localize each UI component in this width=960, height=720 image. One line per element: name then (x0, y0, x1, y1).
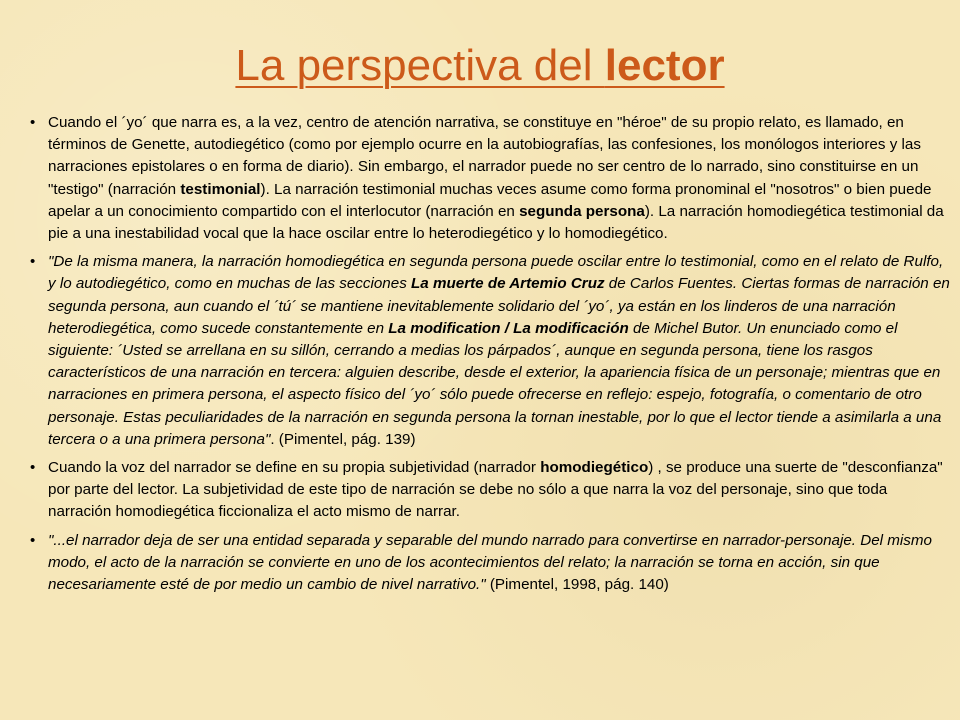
title-text: La perspectiva del (235, 41, 605, 90)
bullet-item-1 (30, 112, 952, 245)
bullet-2-citation: . (Pimentel, pág. 139) (270, 430, 416, 448)
bullet-item-2 (30, 251, 952, 451)
bullet-1-bold-b: segunda persona (519, 202, 645, 220)
bullet-list (30, 112, 952, 602)
bullet-1-text-a: Cuando el ´yo´ que narra es, a la vez, centro de atención narrativa, se constituye en "héroe" de su propio relato, es llamado, en términos de Genette, autodiegético (como por ejemplo ocurre en la autobiografías, las confesiones, los monólogos interiores y las narraciones epistolares o en forma de diario). Sin embargo, el narrador puede no ser centro de lo narrado, sino constituirse en un "testigo" (narración (48, 114, 921, 198)
bullet-1-text-c: ). La narración homodiegética testimonial da pie a una inestabilidad vocal que la hace oscilar entre lo heterodiegético y lo homodiegético. (48, 202, 944, 243)
bullet-2-book-title-a: La muerte de Artemio Cruz (411, 275, 605, 293)
bullet-2-book-title-b: La modification / La modificación (388, 319, 629, 337)
bullet-4-quote: "...el narrador deja de ser una entidad separada y separable del mundo narrado para convertirse en narrador-personaje. Del mismo modo, el acto de la narración se convierte en uno de los acontecimientos del relato; la narración se torna en acción, sin que necesariamente esté de por medio un cambio de nivel narrativo." (48, 531, 932, 594)
bullet-1-text-b: ). La narración testimonial muchas veces asume como forma pronominal el "nosotros" o bien puede apelar a un conocimiento compartido con el interlocutor (narración en (48, 180, 932, 220)
bullet-dot: • (30, 253, 36, 271)
bullet-3-text-a: Cuando la voz del narrador se define en su propia subjetividad (narrador (48, 459, 541, 477)
bullet-2-quote-c: de Michel Butor. Un enunciado como el siguiente: ´Usted se arrellana en su sillón, cerrando a medias los párpados´, aunque en segunda persona, tiene los rasgos característicos de una narración en tercera: alguien describe, desde el exterior, la apariencia física de un personaje; mientras que en narraciones en primera persona, el aspecto físico del ´yo´ sólo puede ofrecerse en reflejo: espejo, fotografía, o comentario de otro personaje. Estas peculiaridades de la narración en segunda persona la tornan inestable, por lo que el lector tiende a asimilarla a una tercera o a una primera persona" (48, 319, 942, 448)
bullet-item-4 (30, 530, 952, 597)
bullet-2-quote-b: de Carlos Fuentes. Ciertas formas de narración en segunda persona, aun cuando el ´tú´ se mantiene inevitablemente solidario del ´yo´, ya están en los linderos de una narración heterodiegética, como sucede constantemente en (48, 275, 950, 337)
bullet-2-quote-a: "De la misma manera, la narración homodiegética en segunda persona puede oscilar entre lo testimonial, como en el relato de Rulfo, y lo autodiegético, como en muchas de las secciones (48, 253, 944, 293)
bullet-1-bold-a: testimonial (180, 180, 261, 198)
bullet-dot: • (30, 459, 36, 477)
bullet-4-citation: (Pimentel, 1998, pág. 140) (485, 576, 669, 594)
bullet-dot: • (30, 531, 36, 549)
slide-title (0, 38, 960, 94)
bullet-3-text-b: ) , se produce una suerte de "desconfianza" por parte del lector. La subjetividad de este tipo de narración se debe no sólo a que narra la voz del personaje, sino que toda narración homodiegética ficcionaliza el acto mismo de narrar. (48, 459, 943, 521)
bullet-item-3 (30, 457, 952, 524)
bullet-3-bold-a: homodiegético (540, 459, 649, 477)
bullet-dot: • (30, 114, 36, 131)
title-bold-word: lector (604, 41, 725, 90)
